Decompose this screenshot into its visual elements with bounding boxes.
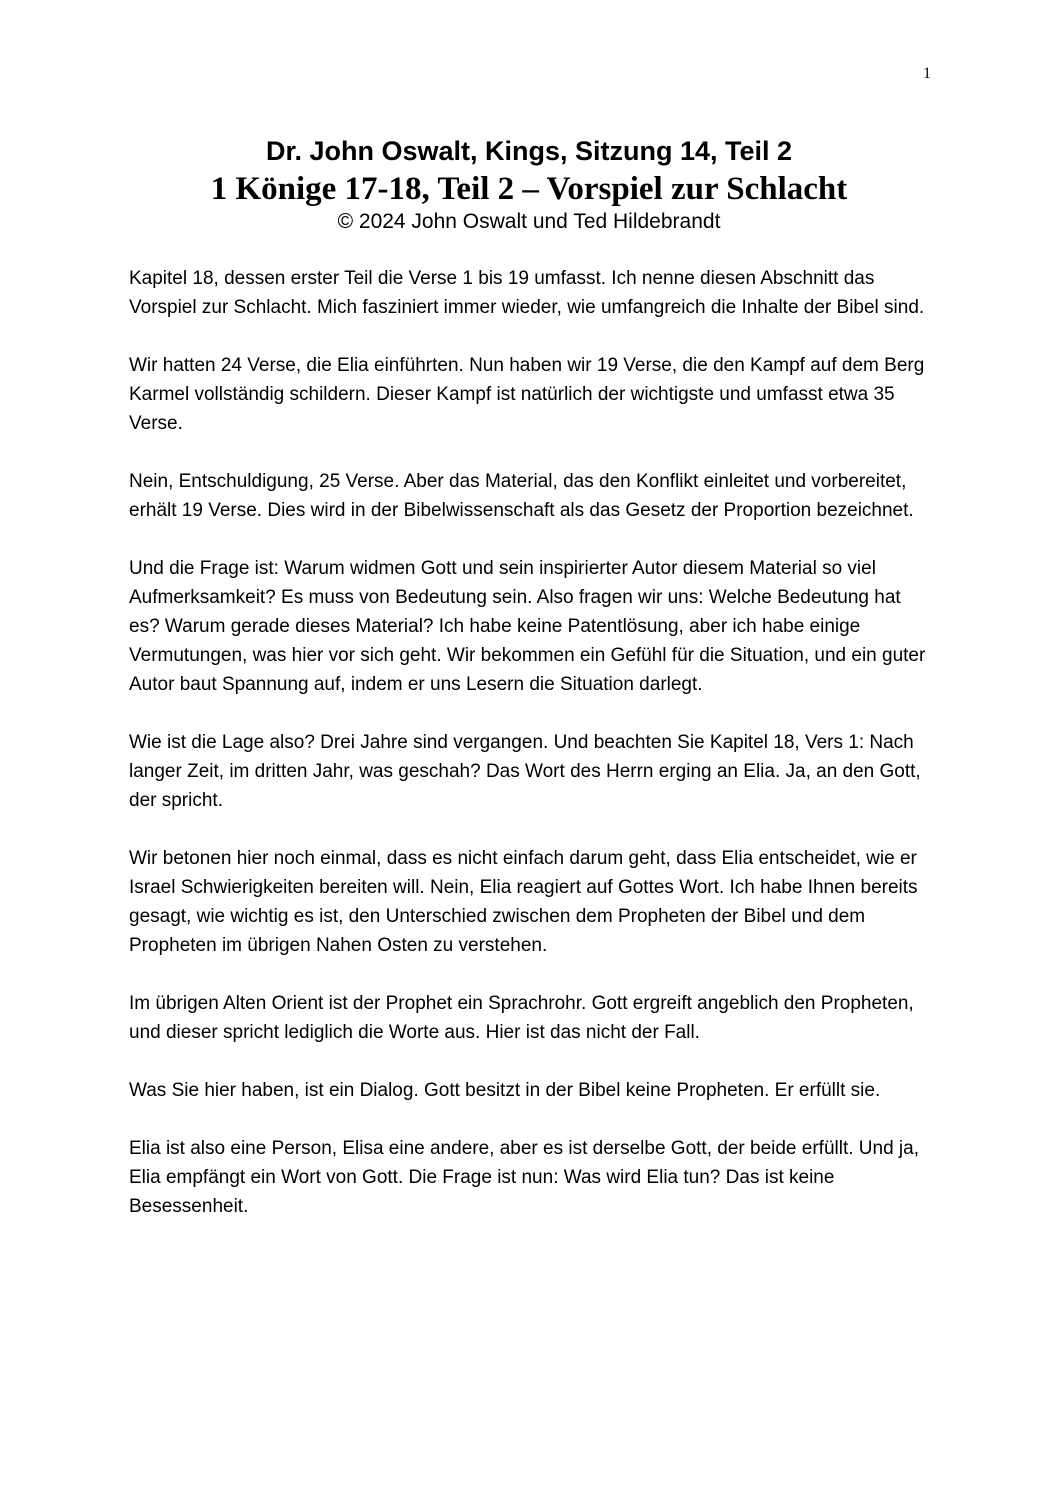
document-subtitle: 1 Könige 17-18, Teil 2 – Vorspiel zur Schlacht xyxy=(210,171,848,207)
document-header xyxy=(0,133,1058,235)
paragraph: Kapitel 18, dessen erster Teil die Verse 1 bis 19 umfasst. Ich nenne diesen Abschnitt das Vorspiel zur Schlacht. Mich fasziniert immer wieder, wie umfangreich die Inhalte der Bibel sind. xyxy=(129,268,925,318)
paragraph: Was Sie hier haben, ist ein Dialog. Gott besitzt in der Bibel keine Propheten. Er erfüllt sie. xyxy=(129,1080,881,1101)
paragraph: Nein, Entschuldigung, 25 Verse. Aber das Material, das den Konflikt einleitet und vorbereitet, erhält 19 Verse. Dies wird in der Bibelwissenschaft als das Gesetz der Proportion bezeichnet. xyxy=(129,471,914,521)
copyright-line: © 2024 John Oswalt und Ted Hildebrandt xyxy=(337,210,721,233)
paragraph: Elia ist also eine Person, Elisa eine andere, aber es ist derselbe Gott, der beide erfüllt. Und ja, Elia empfängt ein Wort von Gott. Die Frage ist nun: Was wird Elia tun? Das ist keine Besessenheit. xyxy=(129,1138,919,1217)
paragraph: Wir betonen hier noch einmal, dass es nicht einfach darum geht, dass Elia entscheidet, wie er Israel Schwierigkeiten bereiten will. Nein, Elia reagiert auf Gottes Wort. Ich habe Ihnen bereits gesagt, wie wichtig es ist, den Unterschied zwischen dem Propheten der Bibel und dem Propheten im übrigen Nahen Osten zu verstehen. xyxy=(129,848,918,956)
document-title: Dr. John Oswalt, Kings, Sitzung 14, Teil 2 xyxy=(265,136,793,166)
page-number: 1 xyxy=(923,65,931,82)
document-body xyxy=(129,264,929,1250)
paragraph: Wir hatten 24 Verse, die Elia einführten. Nun haben wir 19 Verse, die den Kampf auf dem Berg Karmel vollständig schildern. Dieser Kampf ist natürlich der wichtigste und umfasst etwa 35 Verse. xyxy=(129,355,925,434)
paragraph: Und die Frage ist: Warum widmen Gott und sein inspirierter Autor diesem Material so viel Aufmerksamkeit? Es muss von Bedeutung sein. Also fragen wir uns: Welche Bedeutung hat es? Warum gerade dieses Material? Ich habe keine Patentlösung, aber ich habe einige Vermutungen, was hier vor sich geht. Wir bekommen ein Gefühl für die Situation, und ein guter Autor baut Spannung auf, indem er uns Lesern die Situation darlegt. xyxy=(129,558,926,695)
paragraph: Wie ist die Lage also? Drei Jahre sind vergangen. Und beachten Sie Kapitel 18, Vers 1: Nach langer Zeit, im dritten Jahr, was geschah? Das Wort des Herrn erging an Elia. Ja, an den Gott, der spricht. xyxy=(129,732,921,811)
paragraph: Im übrigen Alten Orient ist der Prophet ein Sprachrohr. Gott ergreift angeblich den Propheten, und dieser spricht lediglich die Worte aus. Hier ist das nicht der Fall. xyxy=(129,993,914,1043)
